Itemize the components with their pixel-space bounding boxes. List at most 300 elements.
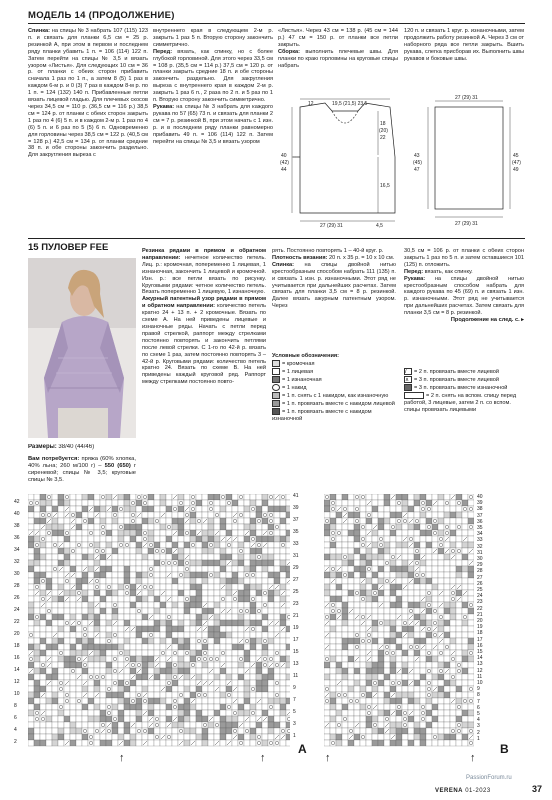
chart-cell xyxy=(330,704,336,710)
chart-b-row-number: 33 xyxy=(477,537,483,544)
chart-cell xyxy=(100,686,106,692)
chart-cell xyxy=(136,608,142,614)
chart-cell xyxy=(214,518,220,524)
chart-cell xyxy=(274,542,280,548)
chart-cell xyxy=(244,674,250,680)
chart-cell xyxy=(456,632,462,638)
chart-cell xyxy=(160,668,166,674)
materials-t2: г сиреневой; спицы № 3,5; круговые спицы № 3,5. xyxy=(28,463,136,483)
chart-cell xyxy=(148,692,154,698)
chart-cell xyxy=(354,596,360,602)
chart-cell xyxy=(450,530,456,536)
chart-cell xyxy=(34,500,40,506)
chart-cell xyxy=(372,626,378,632)
chart-cell xyxy=(268,656,274,662)
chart-cell xyxy=(384,584,390,590)
chart-cell xyxy=(70,674,76,680)
chart-cell xyxy=(124,602,130,608)
chart-cell xyxy=(196,578,202,584)
chart-cell xyxy=(166,584,172,590)
chart-b-row-number: 31 xyxy=(477,549,483,556)
chart-cell xyxy=(166,578,172,584)
chart-cell xyxy=(432,698,438,704)
chart-cell xyxy=(40,704,46,710)
chart-cell xyxy=(34,740,40,746)
chart-cell xyxy=(268,578,274,584)
chart-cell xyxy=(360,548,366,554)
chart-cell xyxy=(58,524,64,530)
chart-cell xyxy=(360,626,366,632)
chart-cell xyxy=(154,584,160,590)
chart-cell xyxy=(390,596,396,602)
chart-cell xyxy=(136,530,142,536)
chart-cell xyxy=(94,698,100,704)
chart-cell xyxy=(286,548,290,554)
chart-cell xyxy=(390,656,396,662)
chart-cell xyxy=(444,650,450,656)
c4-t1: 30,5 см = 106 р. от планки с обеих сторон закрыть 1 раз по 5 п. и затем оставшиеся 101 (125) п. отложить. xyxy=(404,248,524,268)
chart-cell xyxy=(360,632,366,638)
chart-cell xyxy=(220,650,226,656)
chart-cell xyxy=(324,494,330,500)
chart-cell xyxy=(438,722,444,728)
chart-cell xyxy=(286,590,290,596)
chart-cell xyxy=(76,524,82,530)
chart-cell xyxy=(324,710,330,716)
chart-cell xyxy=(280,530,286,536)
chart-a-row-number-left: 36 xyxy=(14,535,20,541)
chart-cell xyxy=(88,608,94,614)
chart-cell xyxy=(70,542,76,548)
chart-cell xyxy=(106,578,112,584)
section-title: 15 ПУЛОВЕР FEE xyxy=(28,242,109,253)
chart-cell xyxy=(468,524,474,530)
chart-cell xyxy=(384,566,390,572)
chart-cell xyxy=(178,536,184,542)
chart-cell xyxy=(408,632,414,638)
chart-cell xyxy=(178,644,184,650)
chart-cell xyxy=(178,500,184,506)
chart-cell xyxy=(256,542,262,548)
chart-cell xyxy=(28,728,34,734)
chart-cell xyxy=(396,632,402,638)
chart-cell xyxy=(286,518,290,524)
chart-cell xyxy=(286,572,290,578)
chart-cell xyxy=(28,542,34,548)
chart-cell xyxy=(438,710,444,716)
chart-cell xyxy=(106,632,112,638)
chart-cell xyxy=(468,692,474,698)
chart-cell xyxy=(462,638,468,644)
chart-cell xyxy=(396,638,402,644)
legend-item: = 1 накид xyxy=(272,384,396,392)
chart-cell xyxy=(402,542,408,548)
chart-cell xyxy=(76,494,82,500)
chart-cell xyxy=(58,716,64,722)
chart-cell xyxy=(250,578,256,584)
chart-cell xyxy=(148,656,154,662)
chart-cell xyxy=(100,614,106,620)
chart-b-row-number: 18 xyxy=(477,630,483,637)
chart-cell xyxy=(324,734,330,740)
chart-cell xyxy=(354,740,360,746)
chart-cell xyxy=(124,596,130,602)
chart-cell xyxy=(220,542,226,548)
chart-cell xyxy=(76,536,82,542)
chart-cell xyxy=(262,584,268,590)
chart-cell xyxy=(354,644,360,650)
chart-cell xyxy=(468,566,474,572)
chart-cell xyxy=(414,602,420,608)
chart-cell xyxy=(124,524,130,530)
chart-cell xyxy=(52,698,58,704)
chart-cell xyxy=(52,506,58,512)
chart-cell xyxy=(76,602,82,608)
chart-cell xyxy=(468,668,474,674)
chart-cell xyxy=(208,506,214,512)
chart-cell xyxy=(70,662,76,668)
chart-cell xyxy=(330,590,336,596)
chart-cell xyxy=(244,500,250,506)
chart-cell xyxy=(244,740,250,746)
chart-cell xyxy=(378,566,384,572)
chart-cell xyxy=(432,542,438,548)
chart-cell xyxy=(202,500,208,506)
chart-cell xyxy=(88,734,94,740)
chart-cell xyxy=(94,662,100,668)
chart-cell xyxy=(34,674,40,680)
chart-cell xyxy=(450,668,456,674)
chart-cell xyxy=(262,500,268,506)
chart-cell xyxy=(366,716,372,722)
chart-cell xyxy=(280,584,286,590)
chart-cell xyxy=(214,506,220,512)
chart-cell xyxy=(432,530,438,536)
chart-cell xyxy=(280,596,286,602)
chart-cell xyxy=(58,620,64,626)
chart-cell xyxy=(408,548,414,554)
chart-cell xyxy=(274,698,280,704)
chart-cell xyxy=(88,500,94,506)
chart-cell xyxy=(130,596,136,602)
chart-cell xyxy=(94,626,100,632)
chart-cell xyxy=(70,722,76,728)
chart-cell xyxy=(148,548,154,554)
chart-b-row-number: 24 xyxy=(477,593,483,600)
chart-cell xyxy=(208,698,214,704)
chart-cell xyxy=(396,572,402,578)
gauge-heading: Плотность вязания: xyxy=(272,254,328,261)
chart-cell xyxy=(166,560,172,566)
chart-cell xyxy=(184,530,190,536)
chart-cell xyxy=(232,644,238,650)
chart-cell xyxy=(76,704,82,710)
chart-cell xyxy=(280,494,286,500)
chart-cell xyxy=(106,608,112,614)
chart-cell xyxy=(94,536,100,542)
chart-cell xyxy=(336,734,342,740)
chart-cell xyxy=(34,710,40,716)
chart-cell xyxy=(372,650,378,656)
chart-cell xyxy=(390,620,396,626)
chart-cell xyxy=(88,530,94,536)
chart-cell xyxy=(94,608,100,614)
chart-cell xyxy=(208,536,214,542)
assembly-label: Сборка: xyxy=(278,48,301,55)
chart-cell xyxy=(82,710,88,716)
chart-cell xyxy=(202,728,208,734)
chart-cell xyxy=(142,560,148,566)
chart-cell xyxy=(456,572,462,578)
chart-cell xyxy=(106,584,112,590)
chart-cell xyxy=(384,710,390,716)
chart-cell xyxy=(372,506,378,512)
chart-cell xyxy=(390,590,396,596)
chart-cell xyxy=(154,638,160,644)
chart-cell xyxy=(190,650,196,656)
chart-cell xyxy=(390,674,396,680)
chart-cell xyxy=(408,704,414,710)
chart-cell xyxy=(118,656,124,662)
chart-cell xyxy=(172,734,178,740)
chart-cell xyxy=(408,698,414,704)
chart-cell xyxy=(468,728,474,734)
legend-item: / = 2 п. провязать вместе лицевой xyxy=(405,368,500,375)
chart-cell xyxy=(118,704,124,710)
chart-cell xyxy=(64,494,70,500)
chart-cell xyxy=(118,716,124,722)
chart-cell xyxy=(142,632,148,638)
chart-cell xyxy=(64,722,70,728)
chart-cell xyxy=(420,734,426,740)
chart-cell xyxy=(64,608,70,614)
chart-cell xyxy=(402,608,408,614)
chart-cell xyxy=(160,596,166,602)
chart-cell xyxy=(166,566,172,572)
chart-cell xyxy=(420,728,426,734)
chart-cell xyxy=(286,530,290,536)
chart-cell xyxy=(148,698,154,704)
chart-cell xyxy=(414,524,420,530)
chart-cell xyxy=(190,704,196,710)
chart-cell xyxy=(94,728,100,734)
chart-b-row-number: 6 xyxy=(477,704,480,711)
chart-cell xyxy=(64,710,70,716)
chart-cell xyxy=(354,584,360,590)
chart-cell xyxy=(268,542,274,548)
chart-cell xyxy=(468,614,474,620)
chart-cell xyxy=(238,554,244,560)
chart-cell xyxy=(226,572,232,578)
chart-cell xyxy=(142,584,148,590)
chart-cell xyxy=(142,548,148,554)
chart-cell xyxy=(330,524,336,530)
chart-cell xyxy=(250,740,256,746)
chart-cell xyxy=(366,602,372,608)
chart-cell xyxy=(196,620,202,626)
chart-cell xyxy=(244,578,250,584)
chart-cell xyxy=(444,602,450,608)
sleeve-top-width: 27 (29) 31 xyxy=(455,95,478,101)
chart-a-row-number: 29 xyxy=(293,565,299,571)
chart-cell xyxy=(336,512,342,518)
chart-cell xyxy=(190,656,196,662)
chart-cell xyxy=(112,728,118,734)
chart-cell xyxy=(456,740,462,746)
chart-cell xyxy=(402,530,408,536)
chart-cell xyxy=(426,554,432,560)
sleeve-r47: (47) xyxy=(512,160,521,166)
chart-cell xyxy=(190,644,196,650)
chart-cell xyxy=(70,548,76,554)
chart-cell xyxy=(414,662,420,668)
chart-cell xyxy=(402,716,408,722)
chart-cell xyxy=(154,686,160,692)
chart-cell xyxy=(76,614,82,620)
chart-cell xyxy=(166,668,172,674)
chart-cell xyxy=(118,524,124,530)
chart-cell xyxy=(414,722,420,728)
chart-cell xyxy=(58,698,64,704)
chart-cell xyxy=(360,740,366,746)
chart-cell xyxy=(94,668,100,674)
chart-cell xyxy=(76,548,82,554)
chart-cell xyxy=(214,554,220,560)
chart-cell xyxy=(202,716,208,722)
chart-cell xyxy=(330,674,336,680)
chart-cell xyxy=(274,536,280,542)
chart-cell xyxy=(64,692,70,698)
chart-cell xyxy=(342,536,348,542)
chart-cell xyxy=(64,656,70,662)
chart-cell xyxy=(34,686,40,692)
chart-cell xyxy=(274,650,280,656)
chart-cell xyxy=(136,662,142,668)
chart-cell xyxy=(34,734,40,740)
chart-cell xyxy=(88,548,94,554)
chart-cell xyxy=(426,590,432,596)
chart-cell xyxy=(34,536,40,542)
chart-cell xyxy=(106,686,112,692)
chart-cell xyxy=(414,644,420,650)
chart-cell xyxy=(324,704,330,710)
chart-cell xyxy=(238,524,244,530)
chart-cell xyxy=(118,674,124,680)
chart-cell xyxy=(456,716,462,722)
chart-b-row-number: 2 xyxy=(477,729,480,736)
chart-cell xyxy=(40,590,46,596)
chart-cell xyxy=(348,566,354,572)
chart-cell xyxy=(384,644,390,650)
chart-cell xyxy=(76,710,82,716)
chart-b-row-number: 16 xyxy=(477,642,483,649)
chart-cell xyxy=(468,650,474,656)
chart-cell xyxy=(148,500,154,506)
chart-cell xyxy=(366,560,372,566)
chart-a-grid xyxy=(28,494,290,748)
chart-cell xyxy=(202,734,208,740)
chart-cell xyxy=(280,572,286,578)
chart-cell xyxy=(64,638,70,644)
chart-cell xyxy=(414,650,420,656)
chart-cell xyxy=(414,560,420,566)
chart-cell xyxy=(414,542,420,548)
chart-cell xyxy=(52,728,58,734)
chart-cell xyxy=(348,626,354,632)
chart-cell xyxy=(136,500,142,506)
chart-cell xyxy=(408,656,414,662)
chart-cell xyxy=(106,698,112,704)
chart-cell xyxy=(450,620,456,626)
chart-cell xyxy=(58,614,64,620)
chart-cell xyxy=(220,560,226,566)
chart-cell xyxy=(124,536,130,542)
chart-cell xyxy=(438,500,444,506)
chart-cell xyxy=(46,650,52,656)
chart-cell xyxy=(324,656,330,662)
chart-cell xyxy=(280,638,286,644)
chart-cell xyxy=(118,680,124,686)
chart-cell xyxy=(136,680,142,686)
chart-cell xyxy=(238,710,244,716)
chart-cell xyxy=(402,692,408,698)
chart-cell xyxy=(432,578,438,584)
chart-cell xyxy=(330,692,336,698)
chart-cell xyxy=(468,644,474,650)
chart-cell xyxy=(64,524,70,530)
chart-cell xyxy=(70,650,76,656)
chart-cell xyxy=(64,548,70,554)
chart-cell xyxy=(190,602,196,608)
chart-a-row-number-left: 34 xyxy=(14,547,20,553)
chart-cell xyxy=(366,674,372,680)
chart-cell xyxy=(426,650,432,656)
chart-cell xyxy=(468,632,474,638)
chart-cell xyxy=(88,542,94,548)
chart-cell xyxy=(118,722,124,728)
chart-cell xyxy=(28,698,34,704)
chart-cell xyxy=(46,572,52,578)
chart-cell xyxy=(166,662,172,668)
chart-cell xyxy=(250,716,256,722)
chart-cell xyxy=(88,584,94,590)
chart-cell xyxy=(154,500,160,506)
chart-b-row-number: 27 xyxy=(477,574,483,581)
chart-b-grid xyxy=(324,494,474,748)
chart-cell xyxy=(378,686,384,692)
chart-cell xyxy=(336,590,342,596)
chart-cell xyxy=(178,560,184,566)
chart-cell xyxy=(82,524,88,530)
chart-cell xyxy=(202,506,208,512)
chart-cell xyxy=(360,506,366,512)
chart-cell xyxy=(208,560,214,566)
chart-cell xyxy=(408,500,414,506)
chart-cell xyxy=(438,620,444,626)
chart-cell xyxy=(124,644,130,650)
chart-cell xyxy=(402,698,408,704)
chart-cell xyxy=(52,608,58,614)
chart-cell xyxy=(330,536,336,542)
chart-b-row-number: 5 xyxy=(477,711,480,717)
chart-cell xyxy=(250,668,256,674)
chart-cell xyxy=(160,494,166,500)
chart-cell xyxy=(426,626,432,632)
chart-cell xyxy=(444,608,450,614)
chart-cell xyxy=(100,608,106,614)
chart-cell xyxy=(462,692,468,698)
chart-cell xyxy=(118,728,124,734)
